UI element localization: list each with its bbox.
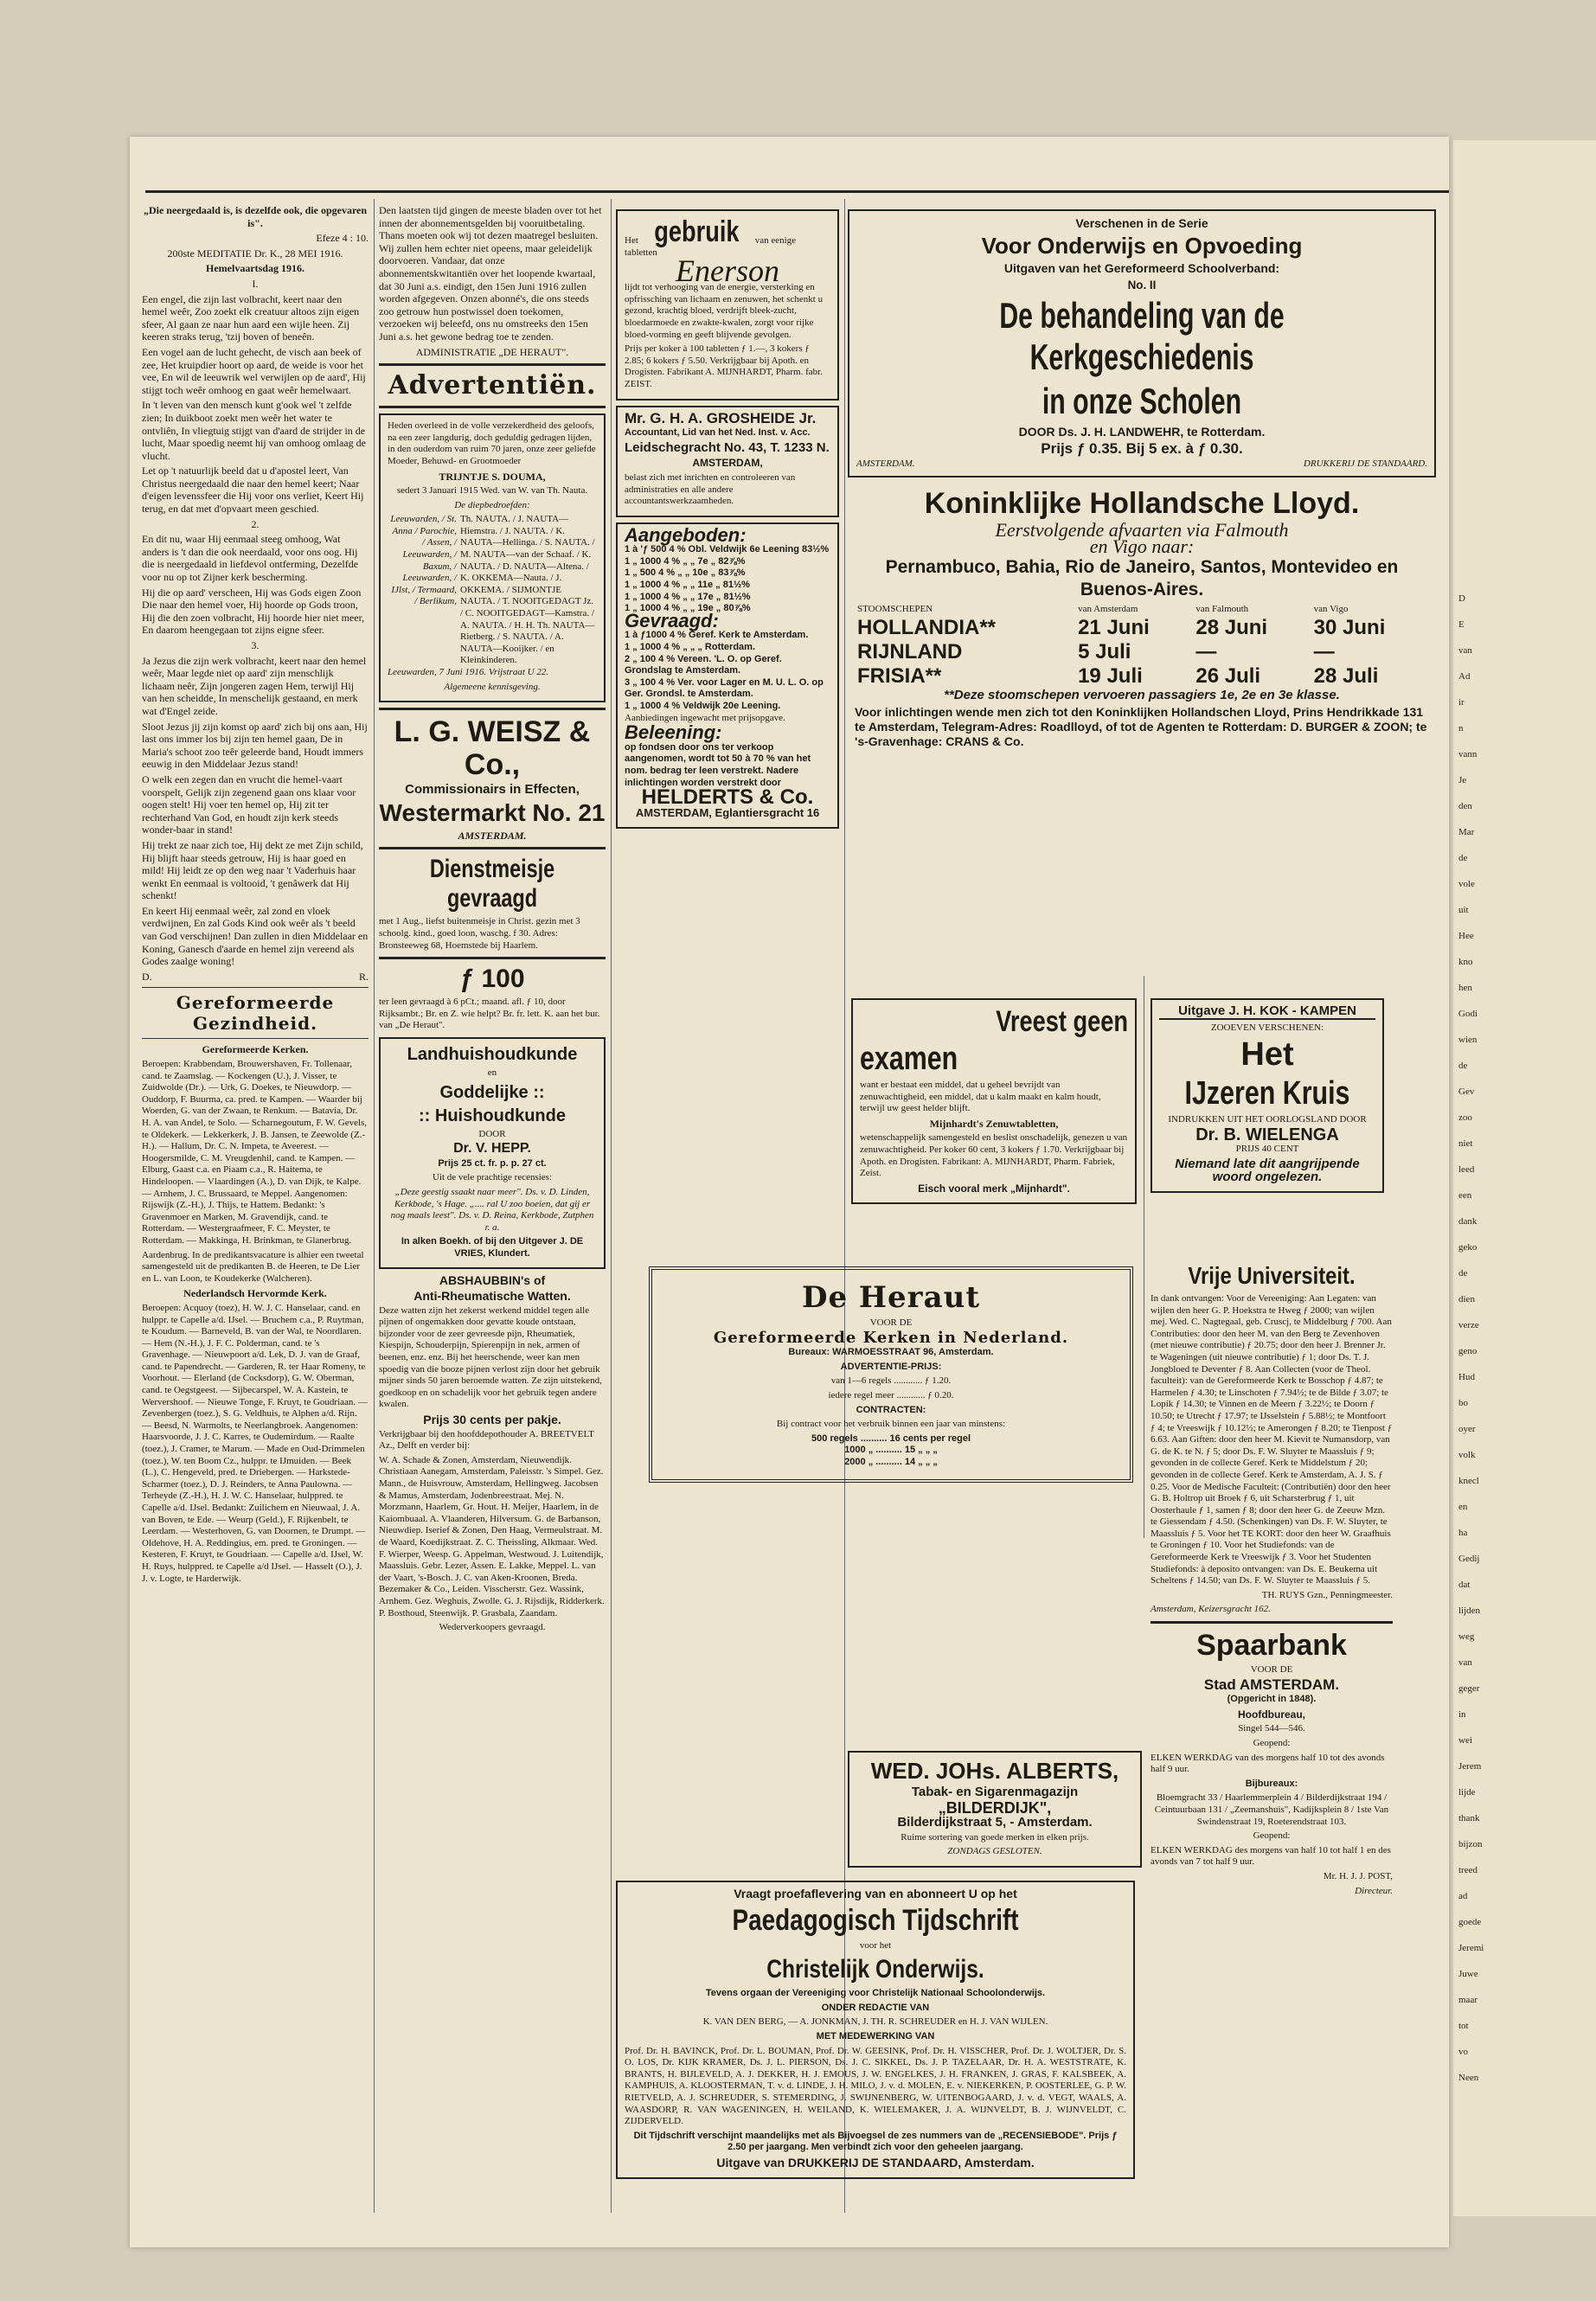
administration-notice: Den laatsten tijd gingen de meeste bladen over tot het innen der abonnementsgelden bij vooruitbetaling. Thans moeten ook wij tot dezen maatregel besluiten. Wij zullen hem echter niet opeens, maar geleidelijk doorvoeren. Vandaar, dat onze abonnementskwitantiën over het loopende kwartaal, dat 30 Juni a.s. eindigt, den 15en Juni 1916 zullen worden afgegeven. Onzen abonné's, die ons steeds zoo getrouw hun postwissel doen toekomen, verzoeken wij beleefd, ons nu omstreeks den 15en Juni a.s. het gewone bedrag toe te zenden. — [379, 204, 602, 343]
church-news: Beroepen: Krabbendam, Brouwershaven, Fr. Tollenaar, cand. te Zaamslag. — Kockengen (U.), J. Visser, te Zuidwolde (Dr.). — Urk, G. Doekes, te Nieuwdorp. — Ouddorp, F. Buurma, ca. pred. te Kampen. — Waarder bij Woerden, G. van der Zwaan, te Renkum. — Batavia, Dr. H. A. van Andel, te Solo. — Scharnegoutum, F. W. Gevels, te Oldekerk. — Lekkerkerk, J. B. Jansen, te Zeewolde (Z.-H.). — Hallum, Dr. C. N. Impeta, te Aveerest. — Hoogersmilde, C. M. Vreugdenhil, cand. te Kampen. — Elburg, Gaast c.a. en Piaam c.a., R. Haitema, te Hindeloopen. — Vlaardingen (A.), D. van Dijk, te Kalpe. — Arnhem, J. C. Brussaard, te Meppel. Aangenomen: Rijswijk (Z.-H.), J. Thijs, te Hattem. Bedankt: 's Gravenmoer en Marken, M. Gravendijk, cand. te Rotterdam. — Westergraafmeer, F. C. Meyster, te Rotterdam. — Makkinga, H. Brinkman, te Glanerbrug. — [142, 1059, 368, 1246]
adjacent-fragment: volk — [1458, 1450, 1476, 1460]
deceased-detail: sedert 3 Januari 1915 Wed. van W. van Th. Nauta. — [396, 485, 588, 497]
adjacent-fragment: Gev — [1458, 1086, 1475, 1097]
section-heading: Gereformeerde Gezindheid. — [176, 992, 335, 1035]
heraut-voor: VOOR DE — [869, 1317, 913, 1328]
adjacent-fragment: Hee — [1458, 931, 1474, 941]
book-city: AMSTERDAM. — [856, 458, 915, 470]
alberts-address: Bilderdijkstraat 5, - Amsterdam. — [897, 1815, 1093, 1830]
heraut-contract-list — [687, 1433, 1095, 1469]
mourner-places: Leeuwarden, / St. Anna / Parochie, / Assen, / Leeuwarden, / Baxum, / Leeuwarden, / IJlst, / Termaard, / Berlikum, — [390, 514, 457, 607]
spaarbank-branches: Bloemgracht 33 / Haarlemmerplein 4 / Bilderdijkstraat 194 / Ceintuurbaan 131 / „Zeemanshuis", Kadijksplein 8 / 1ste Van Swindenstraat 19, Roeterendstraat 103. — [1154, 1792, 1389, 1827]
alberts-shop: „BILDERDIJK", — [938, 1798, 1052, 1817]
adjacent-fragment: weg — [1458, 1631, 1475, 1642]
khl-sub: Eerstvolgende afvaarten via Falmouth — [995, 518, 1289, 541]
adjacent-fragment: E — [1458, 619, 1465, 630]
absh-text: Deze watten zijn het zekerst werkend middel tegen alle pijnen of ongemakken door gevatte koude ontstaan, bijzonder voor de zeer gevreesde pijn, Rheumatiek, Kiespijn, Schouderpijn, Spierenpijn in nek, armen of beenen, enz. enz. Bij het heerschende, weer kan men spoedig van die booze pijnen verlost zijn door het gebruik mijner sinds 50 jaren beroemde watten. Ze zijn uitstekend, goedkoop en on schadelijk voor het gebruik tegen andere kwalen. — [379, 1304, 602, 1410]
adjacent-fragment: en — [1458, 1502, 1468, 1512]
adjacent-fragment: Jeremi — [1458, 1943, 1484, 1953]
adjacent-fragment: goede — [1458, 1917, 1482, 1927]
wanted-line: 1 „ 1000 4 % „ „ „ Rotterdam. — [625, 642, 755, 653]
book-printer: DRUKKERIJ DE STANDAARD. — [1303, 458, 1427, 470]
offered-heading: Aangeboden: — [625, 523, 747, 546]
loan-text: ter leen gevraagd à 6 pCt.; maand. afl. ƒ 10, door Rijksambt.; Br. en Z. wie helpt? Br. fr. lett. K. aan het bur. van „De Heraut". — [379, 997, 600, 1031]
offered-line: 1 „ 1000 4 % „ „ 17e „ 81½% — [625, 591, 751, 602]
column-finance — [616, 204, 839, 834]
khl-col-head: van Amsterdam — [1078, 604, 1138, 615]
vreest-title-2: examen — [860, 1041, 958, 1077]
grosheide-text: belast zich met inrichten en controleeren van administraties en alle andere accountantswerkzaamheden. — [625, 471, 796, 507]
adjacent-fragment: wien — [1458, 1035, 1477, 1045]
ship-date-falmouth: — — [1195, 640, 1217, 664]
vreest-product: Mijnhardt's Zenuwtabletten, — [929, 1117, 1059, 1130]
adjacent-fragment: maar — [1458, 1995, 1477, 2005]
grosheide-address: Leidschegracht No. 43, T. 1233 N. — [625, 439, 830, 455]
landhuis-line: Uit de vele prachtige recensies: — [432, 1172, 553, 1183]
stanza: Ja Jezus die zijn werk volbracht, keert naar den hemel weêr, Maar legde niet op aard' zijn menschlijk lichaam neêr, Zijn jongeren zagen Hem, terwijl Hij van hen scheidde, In menschelijk gestaand, en merk wat d'Engel zeide. — [142, 654, 367, 717]
header-rule — [145, 190, 1449, 193]
adjacent-fragment: de — [1458, 1061, 1468, 1071]
paed-mede-head: MET MEDEWERKING VAN — [816, 2030, 935, 2041]
adjacent-fragment: dank — [1458, 1216, 1477, 1227]
spaarbank-open-text: ELKEN WERKDAG van des morgens half 10 tot des avonds half 9 uur. — [1151, 1752, 1385, 1775]
landhuis-ad — [379, 1037, 606, 1270]
serie-heading: Verschenen in de Serie — [1075, 216, 1208, 230]
adjacent-fragment: thank — [1458, 1813, 1480, 1823]
heraut-price: iedere regel meer ............ ƒ 0.20. — [828, 1389, 954, 1400]
signature-left: D. — [142, 970, 152, 983]
spaarbank-address: Singel 544—546. — [1238, 1723, 1305, 1734]
wanted-line: 1 „ 1000 4 % Veldwijk 20e Leening. — [625, 701, 781, 711]
adjacent-fragment: geno — [1458, 1346, 1477, 1356]
ship-name: RIJNLAND — [857, 640, 963, 664]
heraut-sub: Gereformeerde Kerken in Nederland. — [713, 1328, 1069, 1347]
paed-publisher: Uitgave van DRUKKERIJ DE STANDAARD, Amsterdam. — [716, 2155, 1035, 2170]
ship-date-amsterdam: 21 Juni — [1078, 616, 1150, 640]
offered-note: Aanbiedingen ingewacht met prijsopgave. — [625, 712, 785, 723]
adjacent-page — [1453, 140, 1596, 2216]
adjacent-fragment: knecl — [1458, 1476, 1479, 1486]
helderts-name: HELDERTS & Co. — [641, 785, 814, 810]
vu-text: In dank ontvangen: Voor de Vereeniging: Aan Legaten: van wijlen den heer G. P. Hoekstra te Hweg ƒ 2000; van wijlen mej. Wed. C. Nagtegaal, geb. Cruscj, te Middelburg ƒ 700. Aan Contributies: door den heer M. van den Berg te Zevenhoven (met nieuwe contributie) ƒ 20.75; door den heer J. Brenner Jr. te Wageningen (uit nieuwe contributie) ƒ 1; door Ds. T. J. Jongbloed te Deventer ƒ 8. Aan Collecten (voor de Theol. faculteit): van de Gereformeerde Kerk te Bosschop ƒ 4.87; te Harmelen ƒ 4.30; te Linschoten ƒ 7.94½; te de Bilde ƒ 3.07; te Lopik ƒ 14.30; te Vinnen en de Meern ƒ 3.22½; te Doorn ƒ 10.50; te Utrecht ƒ 17.97; te IJsselstein ƒ 5.88½; te Montfoort ƒ 4; te Vreeswijk ƒ 10.12½; te Amerongen ƒ 8.20; te Tienpost ƒ 6.63. Aan Giften: door den heer M. Kievit te Numansdorp, van G. de K. te N. ƒ 5; door Ds. F. W. Sluyter te Maassluis ƒ 9; gevonden in de collecte Geref. Kerk te Middelstum ƒ 20; gevonden in de collecte Geref. Kerk te Amsterdam, A. J. S. ƒ 0.25. Voor de Medische Faculteit: (Contributiën) door den heer G. B. Holtrop uit Broek ƒ 6, uit Scharsterbrug ƒ 1, uit Oosterhaule ƒ 1, samen ƒ 8; door den heer G. de Zeeuw Mzn. te Giessendam ƒ 4.50. (Schenkingen) van Ds. F. W. Sluyter, te Maassluis ƒ 5. Voor het TE KORT: door den heer W. Graafhuis te Groningen ƒ 10. Voor het Studiefonds: van de Gereformeerde Kerk te Vreeswijk ƒ 3. Voor het Studenten Studiefonds: à deposito ontvangen: van Ds. E. Beukema uit Scheltens ƒ 14.50; van Ds. F. W. Sluyter te Maassluis ƒ 5. — [1151, 1293, 1393, 1586]
enerson-word: tabletten — [625, 247, 657, 258]
landhuis-line: DOOR — [478, 1128, 506, 1139]
offered-line: 1 „ 500 4 % „ „ 10e „ 83⅞% — [625, 567, 746, 579]
contract-line: 1000 „ .......... 15 „ „ „ — [844, 1445, 938, 1456]
alberts-sub: Tabak- en Sigarenmagazijn — [911, 1785, 1079, 1799]
serie-title: Voor Onderwijs en Opvoeding — [981, 233, 1303, 260]
dienstmeisje-text: met 1 Aug., liefst buitenmeisje in Christ. gezin met 3 schoolg. kind., goed loon, waschg. f 30. Adres: Bronsteeweg 68, Hoemstede bij Haarlem. — [379, 916, 580, 951]
column-advertisements — [379, 204, 606, 1637]
ship-date-vigo: — — [1313, 640, 1335, 664]
adjacent-fragment: ir — [1458, 697, 1465, 708]
contract-line: 500 regels .......... 16 cents per regel — [811, 1433, 971, 1444]
loan-amount: ƒ 100 — [459, 965, 525, 994]
adjacent-fragment: uit — [1458, 905, 1469, 915]
adjacent-fragment: vann — [1458, 749, 1477, 760]
vreest-title: Vreest geen — [996, 1005, 1128, 1038]
vu-title: Vrije Universiteit. — [1188, 1262, 1356, 1289]
weisz-city: AMSTERDAM. — [458, 829, 527, 842]
church-news: Aardenbrug. In de predikantsvacature is alhier een tweetal samengesteld uit de predikanten B. de Heeren, te De Lier en L. van Loon, te Koudekerke (Walcheren). — [142, 1249, 364, 1284]
book-author: DOOR Ds. J. H. LANDWEHR, te Rotterdam. — [1018, 425, 1266, 439]
spaarbank-open-text-2: ELKEN WERKDAG des morgens van half 10 tot half 1 en des avonds van 7 tot half 9 uur. — [1151, 1844, 1391, 1868]
vreest-ad — [851, 993, 1137, 1209]
adjacent-fragment: van — [1458, 1657, 1472, 1668]
adjacent-fragment: Je — [1458, 775, 1467, 785]
adjacent-fragment: niet — [1458, 1138, 1473, 1149]
adjacent-fragment: Gedij — [1458, 1554, 1480, 1564]
adjacent-fragment: in — [1458, 1709, 1466, 1720]
grosheide-line: Accountant, Lid van het Ned. Inst. v. Acc. — [625, 427, 811, 439]
alberts-text: Ruime sortering van goede merken in elken prijs. — [901, 1831, 1089, 1843]
ship-date-amsterdam: 5 Juli — [1078, 640, 1131, 664]
loan-heading: Beleening: — [625, 721, 722, 744]
adjacent-fragment: vole — [1458, 879, 1475, 889]
spaarbank-head: Hoofdbureau, — [1238, 1708, 1305, 1721]
offered-line: 1 „ 1000 4 % „ „ 19e „ 80⅞% — [625, 603, 751, 614]
landhuis-line: :: Huishoudkunde — [419, 1106, 566, 1125]
ship-row — [855, 640, 1429, 664]
subsection-heading: Gereformeerde Kerken. — [202, 1043, 309, 1056]
spaarbank-title: Spaarbank — [1196, 1629, 1347, 1663]
adjacent-fragment: Mar — [1458, 827, 1475, 837]
offered-line: 1 „ 1000 4 % „ „ 11e „ 81½% — [625, 580, 750, 591]
vu-sign: TH. RUYS Gzn., Penningmeester. — [1261, 1589, 1393, 1600]
adjacent-fragment: lijde — [1458, 1787, 1476, 1798]
stanza: Een engel, die zijn last volbracht, keert naar den hemel weêr, Zoo zoekt elk creatuur altoos zijn eigen sfeer, Al gaan ze naar hun aard een wijle heen. Zij keeren straks terug, 'tzij boven of beneên. — [142, 292, 360, 343]
adjacent-fragment: bijzon — [1458, 1839, 1483, 1849]
adjacent-fragment: Godi — [1458, 1009, 1477, 1019]
khl-col-head: van Vigo — [1313, 604, 1349, 615]
khl-note: **Deze stoomschepen vervoeren passagiers 1e, 2e en 3e klasse. — [944, 688, 1340, 703]
book-title-2: in onze Scholen — [1042, 381, 1242, 422]
heraut-bureau: Bureaux: WARMOESSTRAAT 96, Amsterdam. — [788, 1347, 994, 1358]
adjacent-fragment: verze — [1458, 1320, 1479, 1330]
adjacent-fragment: ad — [1458, 1891, 1468, 1901]
landhuis-reviews: „Deze geestig ssaakt naar meer". Ds. v. D. Linden, Kerkbode, 's Hage. „.... ral U zoo boeien, dat gij er nog maals leest". Ds. v. D. Reina, Kerkbode, Zutphen r. a. — [390, 1186, 594, 1233]
deceased-name: TRIJNTJE S. DOUMA, — [439, 470, 546, 483]
spaarbank-open-2: Geopend: — [1253, 1830, 1291, 1842]
enerson-headline: gebruik — [654, 215, 740, 248]
adjacent-fragment: de — [1458, 853, 1468, 863]
adjacent-fragment: Jerem — [1458, 1761, 1482, 1772]
khl-col-head: STOOMSCHEPEN — [857, 604, 933, 615]
adjacent-fragment: den — [1458, 801, 1472, 811]
kok-head: Uitgave J. H. KOK - KAMPEN — [1159, 1005, 1375, 1020]
stanza: Een vogel aan de lucht gehecht, de visch aan beek of zee, Het kruipdier hoort op aard, de weide is voor het vee, En wil de leeuwrik wel verwijlen op de aard', Hij stijgt toch weêr omhoog en gaat weêr hemelwaart. — [142, 345, 366, 396]
stanza-number: I. — [252, 277, 259, 290]
ship-row — [855, 616, 1429, 640]
adjacent-fragment: D — [1458, 593, 1465, 604]
vu-sign-2: Amsterdam, Keizersgracht 162. — [1151, 1604, 1271, 1615]
ship-row — [855, 664, 1429, 689]
heraut-ad — [649, 1261, 1133, 1488]
vu-ad — [1151, 1261, 1393, 1900]
stanza: O welk een zegen dan en vrucht die hemel-vaart voorspelt, Gelijk zijn zegenend gaan ons klaar voor oogen stelt! Hij voer ten hemel op, Hij zit ter rechterhand Van God, en houdt zijn kerk steeds wonder-baar in stand! — [142, 772, 356, 836]
vreest-text-2: wetenschappelijk samengesteld en beslist onschadelijk, genezen u van zenuwachtigheid. Per koker 60 cent, 3 kokers ƒ 1.70. Verkrijgbaar bij Apoth. en Drogisten. Fabrikant: A. MIJNHARDT, Pharm. Fabriek, Zeist. — [860, 1132, 1128, 1179]
grosheide-city: AMSTERDAM, — [692, 457, 763, 470]
grosheide-name: Mr. G. H. A. GROSHEIDE Jr. — [625, 409, 817, 426]
adjacent-fragment: oyer — [1458, 1424, 1476, 1434]
stanza: Hij trekt ze naar zich toe, Hij dekt ze met Zijn schild, Hij blijft haar steeds getrouw, Hij is haar goed en mild! Hij leidt ze op den weg naar 't Vaderhuis haar wenkt En eenmaal is voltooid, 't genâwerk dat Hij schenkt! — [142, 838, 363, 902]
serie-number: No. II — [1127, 278, 1157, 292]
ship-name: HOLLANDIA** — [857, 616, 996, 640]
stanza: En keert Hij eenmaal weêr, zal zond en vloek verdwijnen, En zal Gods Kind ook weêr als 't beeld van God verschijnen! Dan zullen in dien Middelaar en Koning, Ganesch d'aarde en hemel zijn vereend als Godes zaalge woning! — [142, 904, 369, 968]
wanted-line: 1 à ƒ1000 4 % Geref. Kerk te Amsterdam. — [625, 630, 809, 641]
alberts-end: ZONDAGS GESLOTEN. — [947, 1846, 1042, 1857]
adjacent-fragment: lijden — [1458, 1606, 1481, 1616]
adjacent-fragment: van — [1458, 645, 1472, 656]
death-date: Leeuwarden, 7 Juni 1916. Vrijstraat U 22. — [388, 667, 549, 677]
adjacent-fragment: dien — [1458, 1294, 1475, 1304]
enerson-logo: Enerson — [676, 253, 779, 288]
absh-end: Wederverkoopers gevraagd. — [439, 1622, 546, 1633]
subsection-heading: Nederlandsch Hervormde Kerk. — [183, 1287, 327, 1300]
church-news: Beroepen: Acquoy (toez), H. W. J. C. Hanselaar, cand. en hulppr. te Capelle a/d. IJsel. — Bruchem c.a., P. Ruytman, te Koudum. — Barneveld, B. van der Wal, te Noordlaren. — Hem (N.-H.), J. F. C. Polderman, cand. te 's Gravenhage. — Nieuwpoort a/d. Lek, D. J. van de Graaf, cand. te Papendrecht. — Garderen, R. ter Haar Romeny, te Voorhout. — Elerland (de Cocksdorp), G. W. Oberman, cand. te Oegstgeest. — Sijbecarspel, W. A. Kastein, te Wervershoof. — Nieuwe Tonge, F. Kruyt, te Goudriaan. — Zevenbergen (toez.), S. G. Veldhuis, te Alphen a/d. Rijn. — Beesd, N. Warmolts, te Neerlangbroek. Aangenomen: Haarsvoorde, J. J. C. Karres, te Oudemirdum. — Raalte (toez.), J. Cramer, te Marum. — Made en Oud-Drimmelen (toez.), W. ten Boom Cz., hulppr. te IJmuiden. — Beek (L.), C. Hengeveld, pred. te Driebergen. — Harkstede-Scharmer (toez.), D. J. Reinders, te Anna Paulowna. — Terheyde (Z.-H.), H. J. W. C. Hanselaar, hulppred. te Capelle a/d. IJsel. Bedankt: Zuilichem en Nieuwaal, J. A. van Boven, te Ede. — Weurp (Geld.), F. Rijkenbelt, te Leerdam. — Westerhoven, G. van Doornen, te Drumpt. — Oldehove, H. A. Reddingius, em. pred. te Groningen. — Kesteren, F. Kruyt, te Goudriaan. — Capelle a/d. IJsel, W. H. Ruys, hulppred. te Capelle a/d IJsel. — Hasselt (O.), J. J. v. Logte, te Harderwijk. — [142, 1302, 368, 1584]
adjacent-fragment: Juwe — [1458, 1969, 1478, 1979]
landhuis-line: en — [487, 1067, 497, 1078]
ship-date-amsterdam: 19 Juli — [1078, 664, 1143, 689]
ship-date-vigo: 30 Juni — [1313, 616, 1386, 640]
wanted-list — [625, 630, 830, 712]
adjacent-fragment: Neen — [1458, 2073, 1479, 2083]
stanza: Sloot Jezus jij zijn komst op aard' zich bij ons aan, Hij last ons immer los bij zijn ten hemel gaan, De in Maria's schoot zoo teêr geleerde band, Houdt immers eeuwig in den Middelaar Jezus stand! — [142, 720, 368, 771]
contract-line: 2000 „ .......... 14 „ „ „ — [844, 1456, 938, 1467]
adjacent-fragment: dat — [1458, 1580, 1471, 1590]
serie-subtitle: Uitgaven van het Gereformeerd Schoolverband: — [1003, 261, 1280, 276]
helderts-address: AMSTERDAM, Eglantiersgracht 16 — [635, 805, 820, 819]
paed-sub: Tevens orgaan der Vereeniging voor Christelijk Nationaal Schoolonderwijs. — [705, 1988, 1046, 1999]
ship-name: FRISIA** — [857, 664, 942, 689]
landhuis-price: Prijs 25 ct. fr. p. p. 27 ct. — [438, 1157, 547, 1169]
dienstmeisje-heading: Dienstmeisje gevraagd — [429, 855, 555, 913]
stanza-number: 2. — [251, 517, 260, 530]
motto: „Die neergedaald is, is dezelfde ook, die opgevaren is". — [143, 204, 368, 229]
absh-list: W. A. Schade & Zonen, Amsterdam, Nieuwendijk. Christiaan Aanegam, Amsterdam, Paleisstr. 's Simpel. Gez. Mann., de Huisvrouw, Amsterdam, Hellingweg. Jacobsen & Mamus, Amsterdam, Jodenbreestraat. Mej. N. Morzmann, Haarlem, Gr. Hout. H. Meijer, Haarlem, in de Kaiombuaal. A. Vlaanderen, Hilversum. G. de Barbanson, Nieuwdiep. Iserief & Zonen, Den Haag, Vermeulstraat. M. de Waard, Koedijkstraat. Z. C. Theissling, Alkmaar. Wed. F. Wierper, Weesp. G. Appelman, Westwoud. J. Luitendijk, Maassluis. Gebr. Lezer, Assen. E. Lakke, Meppel. L. van der Vaart, 's-Bosch. J. C. van Aken-Kroonen, Breda. Bezemaker & Co., Leiden. Visscherstr. Gez. Wassink, Arnhem. Gez. Weghuis, Zwolle. G. J. Rijsdijk, Ridderkerk. P. Bosthoud, Steenwijk. P. Grasbala, Zaandam. — [379, 1454, 605, 1618]
adjacent-fragment: ha — [1458, 1528, 1468, 1538]
paed-mede: Prof. Dr. H. BAVINCK, Prof. Dr. L. BOUMAN, Prof. Dr. W. GEESINK, Prof. Dr. H. VISSCHER, Prof. Dr. J. WOLTJER, Dr. S. O. LOS, Dr. KIJK KRAMER, Ds. J. L. PIERSON, Ds. J. C. SIKKEL, Ds. J. P. TAZELAAR, Dr. H. A. WESTSTRATE, K. BRANTS, H. BIJLEVELD, A. J. DEKKER, H. J. EMOUS, J. W. ENGELKES, J. H. FRANKEN, J. GRAS, F. KALSBEEK, A. KAMPHUIS, A. KLOOSTERMAN, T. v. d. LINDE, J. H. MILO, J. v. d. MOLEN, E. v. NIEKERKEN, P. OOSTERLEE, G. P. W. RIETVELD, A. J. SCHREUDER, S. STEMERDING, J. SWIJNENBERG, W. UITENBOGAARD, J. v. d. VEGT, WAALS, A. WAASDORP, R. VAN WAGENINGEN, H. WEILAND, K. WIELEMAKER, J. A. WIJNVELDT, B. J. WIJNVELDT, C. ZIJDERVELD. — [625, 2045, 1126, 2127]
adjacent-fragment: de — [1458, 1268, 1468, 1279]
book-price: Prijs ƒ 0.35. Bij 5 ex. à ƒ 0.30. — [1041, 439, 1243, 457]
khl-ad — [848, 483, 1436, 756]
grosheide-ad — [616, 406, 839, 517]
kok-price: PRIJS 40 CENT — [1235, 1144, 1299, 1155]
paed-voor: voor het — [859, 1939, 892, 1951]
meditation-title: 200ste MEDITATIE Dr. K., 28 MEI 1916. — [167, 247, 343, 260]
adjacent-fragment: leed — [1458, 1164, 1475, 1175]
signature-right: R. — [358, 970, 369, 983]
spaarbank-city: Stad AMSTERDAM. — [1203, 1676, 1340, 1693]
kok-ad — [1151, 993, 1384, 1198]
paed-ad — [616, 1875, 1135, 2184]
serie-ad — [848, 204, 1436, 755]
ship-date-falmouth: 28 Juni — [1195, 616, 1268, 640]
weisz-name: L. G. WEISZ & Co., — [394, 715, 591, 782]
spaarbank-sign-2: Directeur. — [1355, 1885, 1393, 1896]
loan-text: op fondsen door ons ter verkoop aangenomen, wordt tot 50 à 70 % van het nom. bedrag ter leen verstrekt. Nadere inlichtingen worden verstrekt door — [625, 741, 811, 788]
column-meditation — [142, 204, 369, 1587]
landhuis-publisher: In alken Boekh. of bij den Uitgever J. DE VRIES, Klundert. — [401, 1236, 584, 1259]
offered-list — [625, 544, 830, 615]
ship-date-vigo: 28 Juli — [1313, 664, 1379, 689]
heraut-title: De Heraut — [801, 1280, 981, 1315]
heraut-contract-text: Bij contract voor het verbruik binnen een jaar van minstens: — [776, 1419, 1006, 1430]
adjacent-fragment: treed — [1458, 1865, 1477, 1875]
death-notice-text: Heden overleed in de volle verzekerdheid des geloofs, na een zeer langdurig, doch geduldig gedragen lijden, in den ouderdom van ruim 70 jaren, onze zeer geliefde Moeder, Behuwd- en Grootmoeder — [388, 420, 596, 466]
spaarbank-open: Geopend: — [1253, 1738, 1291, 1748]
adjacent-fragment: bo — [1458, 1398, 1468, 1408]
mourners-heading: De diepbedroefden: — [454, 499, 530, 510]
offered-line: 1 à 'ƒ 500 4 % Obl. Veldwijk 6e Leening 83½% — [625, 544, 830, 555]
enerson-word: Het — [625, 235, 638, 247]
enerson-ad — [616, 209, 839, 401]
wanted-line: 2 „ 100 4 % Vereen. 'L. O. op Geref. Grondslag te Amsterdam. — [625, 653, 782, 676]
wanted-line: 3 „ 100 4 % Ver. voor Lager en M. U. L. O. op Ger. Grondsl. te Amsterdam. — [625, 676, 824, 700]
absh-heading: ABSHAUBBIN's of — [439, 1273, 546, 1288]
weisz-address: Westermarkt No. 21 — [379, 798, 606, 826]
paed-title: Paedagogisch Tijdschrift — [732, 1903, 1019, 1937]
wanted-heading: Gevraagd: — [625, 609, 719, 631]
administration-signature: ADMINISTRATIE „DE HERAUT". — [415, 345, 569, 358]
adjacent-fragment: Ad — [1458, 671, 1471, 682]
book-title: De behandeling van de Kerkgeschiedenis — [999, 295, 1285, 378]
paed-red-head: ONDER REDACTIE VAN — [821, 2002, 930, 2013]
kok-end: Niemand late dit aangrijpende woord ongelezen. — [1175, 1156, 1360, 1184]
vreest-text: want er bestaat een middel, dat u geheel bevrijdt van zenuwachtigheid, een middel, dat u kalm maakt en kalm houdt, terwijl uw geest helder blijft. — [860, 1080, 1101, 1114]
adjacent-fragment: n — [1458, 723, 1464, 734]
absh-sales: Verkrijgbaar bij den hoofddepothouder A. BREETVELT Az., Delft en verder bij: — [379, 1428, 594, 1452]
column-rule — [374, 199, 375, 2213]
paed-head: Vraagt proefaflevering van en abonneert U op het — [734, 1887, 1017, 1900]
spaarbank-branches-head: Bijbureaux: — [1245, 1778, 1298, 1789]
adjacent-fragment: kno — [1458, 957, 1473, 967]
kok-line: ZOOEVEN VERSCHENEN: — [1210, 1022, 1324, 1033]
paed-red: K. VAN DEN BERG, — A. JONKMAN, J. TH. R. SCHREUDER en H. J. VAN WIJLEN. — [702, 2016, 1048, 2028]
adjacent-fragment: hen — [1458, 983, 1472, 993]
veldwijk-ad — [616, 522, 839, 830]
kok-title: Het — [1240, 1036, 1294, 1074]
heraut-price: van 1—6 regels ............ ƒ 1.20. — [830, 1375, 952, 1387]
spaarbank-est: (Opgericht in 1848). — [1227, 1694, 1317, 1705]
paed-title-2: Christelijk Onderwijs. — [766, 1955, 984, 1984]
enerson-text: lijdt tot verhooging van de energie, versterking en opfrissching van lichaam en zenuwen, het schenkt u gezond, krachtig bloed, verdrijft bleek-zucht, bloedarmoede en zwakte-kwalen, zorgt voor rijke bloed-vorming en geeft blijvende gevolgen. — [625, 282, 824, 340]
kok-author: Dr. B. WIELENGA — [1195, 1125, 1339, 1144]
meditation-subtitle: Hemelvaartsdag 1916. — [206, 262, 304, 275]
death-notice — [379, 413, 606, 702]
column-rule — [611, 199, 612, 2213]
spaarbank-sub: VOOR DE — [1250, 1664, 1293, 1676]
offered-line: 1 „ 1000 4 % „ „ 7e „ 82⅞% — [625, 555, 746, 567]
stanza: Hij die op aard' verscheen, Hij was Gods eigen Zoon Die naar den hemel voer, Hij hoorde op Gods troon, Hij die den zoen volbracht, Hij hoorde hier niet meer, En daarom heengegaan tot zijns eigne sfeer. — [142, 586, 365, 637]
adjacent-fragment: tot — [1458, 2021, 1469, 2031]
spaarbank-sign: Mr. H. J. J. POST, — [1323, 1870, 1393, 1881]
advertisements-heading: Advertentiën. — [388, 370, 597, 401]
kok-title-2: IJzeren Kruis — [1184, 1075, 1350, 1112]
absh-price: Prijs 30 cents per pakje. — [423, 1413, 561, 1426]
stanza: In 't leven van den mensch kunt g'ook wel 't zelfde zien; In duikboot zoekt men weêr het water te ontvliên, In vliegtuig stijgt van d'aard de strijder in de lucht, Maar spoedig neemt hij van omhoog omlaag de vlucht. — [142, 399, 366, 462]
khl-col-head: van Falmouth — [1195, 604, 1249, 615]
stanza-number: 3. — [251, 639, 260, 651]
heraut-contract-head: CONTRACTEN: — [856, 1404, 926, 1415]
stanza: Let op 't natuurlijk beeld dat u d'apostel leert, Van Christus neergedaald die naar den hemel keert; Naar d'eigen levenssfeer die Hij voor ons verliet, Keert Hij terug, en dat met d'opvaart meen geschied. — [142, 465, 364, 516]
landhuis-author: Dr. V. HEPP. — [453, 1141, 531, 1157]
adjacent-fragment: geger — [1458, 1683, 1480, 1694]
absh-heading-2: Anti-Rheumatische Watten. — [413, 1289, 571, 1304]
newspaper-page — [130, 137, 1449, 2247]
adjacent-fragment: geko — [1458, 1242, 1477, 1253]
landhuis-line: Landhuishoudkunde — [407, 1044, 578, 1064]
stanza: En dit nu, waar Hij eenmaal steeg omhoog, Wat anders is 't dan die ook neerdaald, voor ons oog. Hij die is neergedaald in liefdevol ontferming, Dezelfde voor nu op tot Zijner kerk bescherming. — [142, 533, 359, 584]
landhuis-line: Goddelijke :: — [439, 1082, 545, 1102]
vreest-end: Eisch vooral merk „Mijnhardt". — [918, 1182, 1070, 1195]
heraut-prices-head: ADVERTENTIE-PRIJS: — [840, 1361, 942, 1372]
adjacent-fragment: een — [1458, 1190, 1472, 1201]
death-note: Algemeene kennisgeving. — [444, 681, 541, 692]
khl-destinations: Pernambuco, Bahia, Rio de Janeiro, Santos, Montevideo en Buenos-Aires. — [885, 557, 1399, 600]
signature — [142, 971, 369, 984]
serie-box — [848, 209, 1436, 478]
motto-reference: Efeze 4 : 10. — [316, 232, 369, 245]
adjacent-fragment: Hud — [1458, 1372, 1475, 1382]
mourner-names: Th. NAUTA. / J. NAUTA—Hiemstra. / J. NAUTA. / K. NAUTA—Hellinga. / S. NAUTA. / M. NAUTA—van der Schaaf. / K. NAUTA. / D. NAUTA—Altena. / K. OKKEMA—Nauta. / J. OKKEMA. / SIJMONTJE NAUTA. / T. NOOITGEDAGT Jz. / C. NOOITGEDAGT—Kamstra. / A. NAUTA. / H. H. Th. NAUTA—Rietberg. / S. NAUTA. / A. NAUTA—Kooijker. / en Kleinkinderen. — [460, 514, 595, 666]
weisz-sub: Commissionairs in Effecten, — [405, 782, 580, 798]
adjacent-fragment: zoo — [1458, 1112, 1472, 1123]
alberts-name: WED. JOHs. ALBERTS, — [870, 1758, 1119, 1784]
enerson-price: Prijs per koker à 100 tabletten ƒ 1.—, 3 kokers ƒ 2.85; 6 kokers ƒ 5.50. Verkrijgbaar bij Apoth. en Drogisten. Fabrikant A. MIJNHARDT, Pharm. fabr. ZEIST. — [625, 343, 823, 389]
ship-date-falmouth: 26 Juli — [1195, 664, 1261, 689]
alberts-ad — [848, 1746, 1142, 1873]
adjacent-fragment: wei — [1458, 1735, 1472, 1746]
khl-info: Voor inlichtingen wende men zich tot den Koninklijken Hollandschen Lloyd, Prins Hendrikkade 131 te Amsterdam, Telegram-Adres: Roadlloyd, of tot de Agenten te Rotterdam: D. BURGER & ZOON; te 's-Gravenhage: CRANS & Co. — [855, 705, 1427, 749]
paed-recensie: Dit Tijdschrift verschijnt maandelijks met als Bijvoegsel de zes nummers van de „RECENSIEBODE". Prijs ƒ 2.50 per jaargang. Men verbindt zich voor den geheelen jaargang. — [633, 2130, 1118, 2153]
adjacent-fragment: vo — [1458, 2047, 1468, 2057]
khl-sub-2: en Vigo naar: — [1089, 535, 1195, 558]
enerson-word: van eenige — [754, 235, 797, 247]
kok-sub: INDRUKKEN UIT HET OORLOGSLAND DOOR — [1168, 1114, 1367, 1125]
khl-title: Koninklijke Hollandsche Lloyd. — [924, 486, 1360, 520]
khl-schedule — [855, 604, 1429, 689]
